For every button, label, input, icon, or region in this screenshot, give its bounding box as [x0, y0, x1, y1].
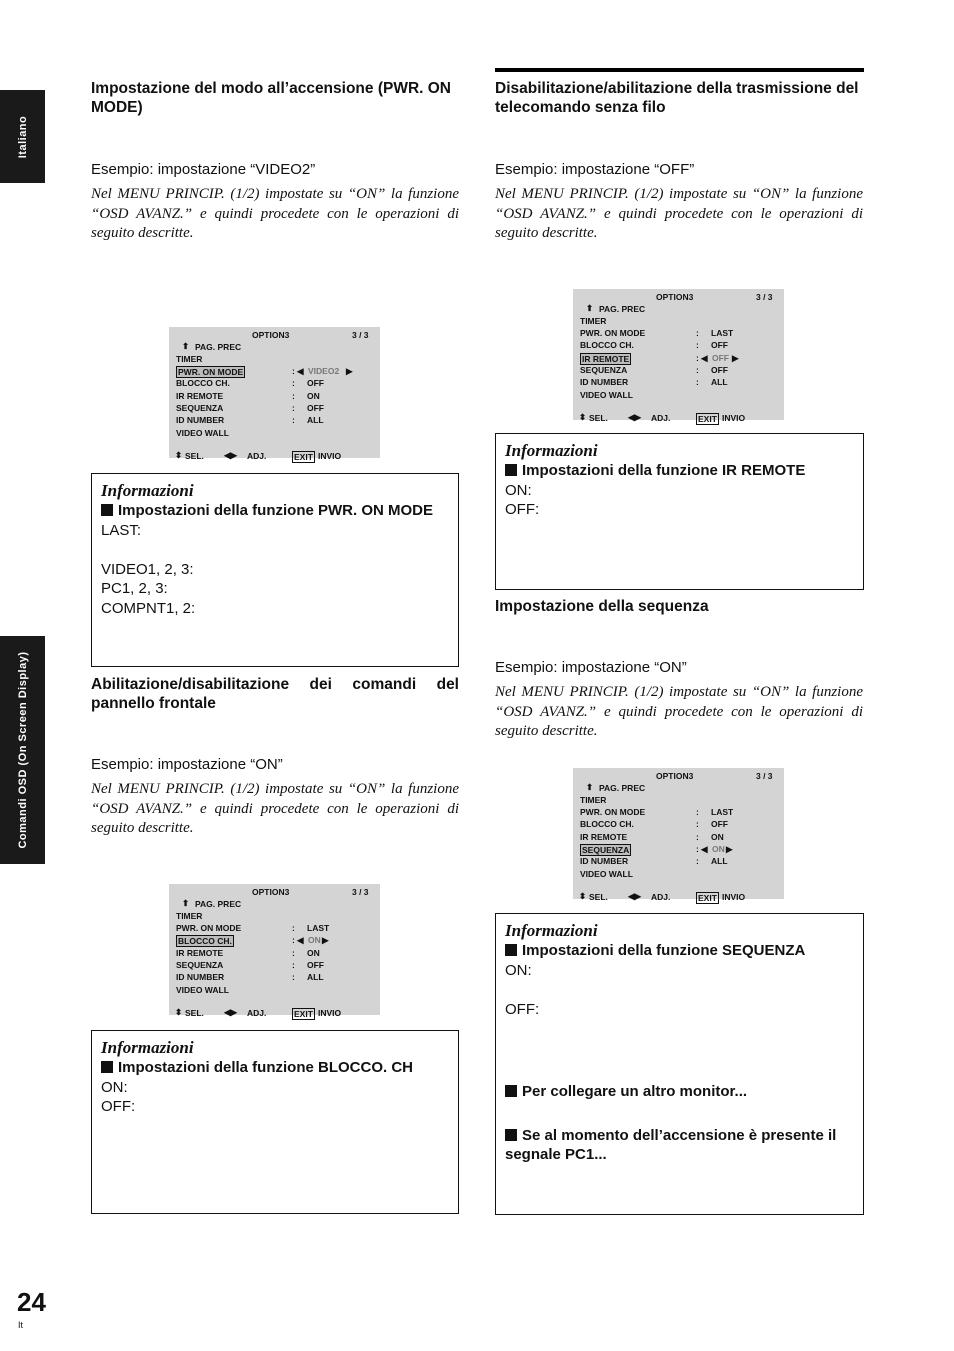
page-language: It: [18, 1320, 24, 1330]
osd-row-colon: :: [696, 807, 699, 817]
info-line: VIDEO1, 2, 3:: [101, 560, 194, 578]
osd-row-label: BLOCCO CH.: [580, 819, 634, 830]
info-line: PC1, 2, 3:: [101, 580, 168, 597]
square-bullet-icon: [101, 1061, 113, 1073]
osd-row-colon: :: [696, 843, 699, 854]
osd-sel: SEL.: [589, 413, 608, 423]
osd-row-label: BLOCCO CH.: [580, 340, 634, 351]
osd-row-colon: :: [292, 947, 295, 958]
osd-row-value: ON: [307, 947, 320, 958]
right-arrow-icon: ▶: [346, 366, 353, 376]
osd-timer: TIMER: [176, 911, 203, 921]
osd-row-value: OFF: [307, 959, 324, 970]
square-bullet-icon: [505, 1085, 517, 1097]
osd-row-value: ALL: [307, 415, 324, 426]
osd-row-colon: :: [292, 402, 295, 413]
info-line: OFF:: [101, 1098, 136, 1115]
osd-row-colon: :: [696, 352, 699, 363]
info-line: ON:: [505, 481, 532, 499]
osd-row-label: PWR. ON MODE: [580, 807, 646, 817]
osd-row-value: OFF: [711, 340, 728, 351]
osd-row-label: ID NUMBER: [580, 856, 629, 867]
osd-row-label: BLOCCO CH.: [176, 378, 230, 389]
square-bullet-icon: [505, 944, 517, 956]
osd-exit: EXIT: [294, 452, 313, 462]
up-down-arrow-icon: ⬍: [579, 412, 587, 422]
osd-row-value: ALL: [711, 377, 728, 388]
osd-row-value: OFF: [712, 352, 729, 363]
page-number: 24: [17, 1287, 46, 1317]
left-right-arrow-icon: ◀▶: [628, 891, 642, 901]
osd-menu-blocco-ch: [169, 884, 380, 1019]
osd-row-value: LAST: [307, 923, 330, 933]
square-bullet-icon: [101, 504, 113, 516]
side-tab-section: [0, 636, 45, 864]
osd-row-label: SEQUENZA: [580, 364, 628, 375]
osd-row-label: IR REMOTE: [176, 390, 224, 401]
osd-row-colon: :: [696, 364, 699, 375]
osd-row-value: LAST: [711, 807, 734, 817]
osd-row-colon: :: [292, 415, 295, 426]
up-down-arrow-icon: ⬍: [175, 450, 183, 460]
left-arrow-icon: ◀: [297, 366, 304, 376]
osd-invio: INVIO: [722, 892, 746, 902]
osd-row-label: ID NUMBER: [176, 415, 225, 426]
info-spacer: [505, 1058, 854, 1082]
osd-timer: TIMER: [176, 354, 203, 364]
info-heading: Impostazioni della funzione PWR. ON MODE: [101, 501, 449, 521]
osd-timer: TIMER: [580, 316, 607, 326]
osd-invio: INVIO: [722, 413, 746, 423]
osd-row-label: SEQUENZA: [176, 959, 224, 970]
example-off: Esempio: impostazione “OFF”: [495, 161, 695, 178]
instruction-text-4: Nel MENU PRINCIP. (1/2) impostate su “ON” la funzione “OSD AVANZ.” e quindi procedete con le operazioni di seguito descritte.: [495, 684, 863, 739]
instruction-text-2: Nel MENU PRINCIP. (1/2) impostate su “ON” la funzione “OSD AVANZ.” e quindi procedete con le operazioni di seguito descritte.: [91, 781, 459, 836]
osd-title: OPTION3: [656, 292, 694, 302]
info-line: OFF:: [505, 501, 540, 518]
osd-row-value: OFF: [711, 364, 728, 375]
osd-row-colon: :: [696, 819, 699, 830]
info-heading: Se al momento dell’accensione è presente il segnale PC1...: [505, 1126, 837, 1163]
info-heading: Impostazioni della funzione BLOCCO. CH: [101, 1058, 449, 1078]
osd-row-label: ID NUMBER: [176, 972, 225, 983]
osd-title: OPTION3: [656, 771, 694, 781]
side-tab-language: [0, 90, 45, 183]
left-right-arrow-icon: ◀▶: [224, 450, 238, 460]
up-arrow-icon: ⬆: [182, 341, 190, 351]
osd-row-value: ALL: [711, 856, 728, 867]
osd-prev-page: PAG. PREC: [195, 899, 242, 909]
left-arrow-icon: ◀: [701, 843, 708, 854]
osd-row-label: VIDEO WALL: [580, 389, 633, 400]
left-right-arrow-icon: ◀▶: [628, 412, 642, 422]
osd-row-colon: :: [292, 390, 295, 401]
osd-row-value: LAST: [711, 328, 734, 338]
osd-row-label: SEQUENZA: [176, 402, 224, 413]
osd-title: OPTION3: [252, 330, 290, 340]
osd-row-label: IR REMOTE: [582, 353, 630, 364]
info-line: LAST:: [101, 521, 142, 539]
osd-row-value: ON: [308, 935, 321, 946]
info-line: ON:: [101, 1078, 128, 1096]
osd-row-colon: :: [292, 935, 295, 946]
info-heading: Per collegare un altro monitor...: [505, 1082, 854, 1102]
up-down-arrow-icon: ⬍: [175, 1007, 183, 1017]
osd-menu-ir-remote: [573, 289, 784, 424]
osd-adj: ADJ.: [247, 451, 267, 461]
osd-row-value: ON: [712, 843, 725, 854]
left-arrow-icon: ◀: [297, 935, 304, 946]
info-box-pwr-on-mode: [91, 473, 459, 667]
osd-row-label: IR REMOTE: [176, 947, 224, 958]
info-box-blocco-ch: [91, 1030, 459, 1214]
osd-row-label: PWR. ON MODE: [178, 367, 244, 377]
info-spacer: [505, 1039, 854, 1059]
info-line: COMPNT1, 2:: [101, 599, 196, 617]
osd-row-label: IR REMOTE: [580, 831, 628, 842]
heading-pwr-on-mode: Impostazione del modo all’accensione (PWR. ON MODE): [91, 80, 452, 116]
osd-title: OPTION3: [252, 887, 290, 897]
osd-row-colon: :: [292, 378, 295, 389]
heading-sequenza: Impostazione della sequenza: [495, 598, 709, 615]
side-tab-language-label: Italiano: [16, 115, 29, 158]
osd-row-colon: :: [292, 959, 295, 970]
osd-exit: EXIT: [294, 1009, 313, 1019]
osd-prev-page: PAG. PREC: [195, 342, 242, 352]
osd-row-colon: :: [292, 366, 295, 376]
heading-front-panel: Abilitazione/disabilitazione dei comandi del pannello frontale: [91, 676, 459, 712]
right-arrow-icon: ▶: [732, 352, 739, 363]
osd-row-colon: :: [696, 831, 699, 842]
info-title: Informazioni: [505, 921, 598, 940]
osd-row-value: ON: [307, 390, 320, 401]
right-arrow-icon: ▶: [322, 935, 329, 946]
info-box-ir-remote: [495, 433, 864, 590]
info-spacer: [505, 980, 854, 1000]
osd-row-label: PWR. ON MODE: [580, 328, 646, 338]
square-bullet-icon: [505, 1129, 517, 1141]
info-title: Informazioni: [101, 481, 194, 500]
osd-row-label: VIDEO WALL: [176, 984, 229, 995]
osd-row-value: VIDEO2: [308, 366, 340, 376]
osd-row-colon: :: [696, 856, 699, 867]
osd-page-indicator: 3 / 3: [756, 292, 773, 302]
info-spacer: [101, 540, 449, 560]
osd-row-value: ALL: [307, 972, 324, 983]
osd-row-colon: :: [292, 923, 295, 933]
osd-row-label: BLOCCO CH.: [178, 936, 232, 947]
info-heading: Impostazioni della funzione SEQUENZA: [505, 941, 854, 961]
info-title: Informazioni: [505, 441, 598, 460]
osd-page-indicator: 3 / 3: [352, 887, 369, 897]
info-line: OFF:: [505, 1000, 540, 1018]
osd-menu-pwr-on-mode: [169, 327, 380, 462]
osd-page-indicator: 3 / 3: [352, 330, 369, 340]
top-rule: [495, 68, 864, 72]
osd-prev-page: PAG. PREC: [599, 783, 646, 793]
right-arrow-icon: ▶: [726, 843, 733, 854]
info-box-sequenza: [495, 913, 864, 1215]
osd-sel: SEL.: [589, 892, 608, 902]
osd-adj: ADJ.: [651, 892, 671, 902]
osd-sel: SEL.: [185, 1008, 204, 1018]
osd-menu-sequenza: [573, 768, 784, 903]
osd-row-colon: :: [696, 340, 699, 351]
osd-timer: TIMER: [580, 795, 607, 805]
osd-adj: ADJ.: [651, 413, 671, 423]
left-right-arrow-icon: ◀▶: [224, 1007, 238, 1017]
osd-row-label: VIDEO WALL: [580, 868, 633, 879]
osd-sel: SEL.: [185, 451, 204, 461]
osd-row-value: OFF: [307, 402, 324, 413]
heading-ir-remote: Disabilitazione/abilitazione della trasmissione del telecomando senza filo: [495, 80, 859, 116]
osd-row-label: PWR. ON MODE: [176, 923, 242, 933]
side-tab-section-label: Comandi OSD (On Screen Display): [16, 651, 29, 849]
osd-adj: ADJ.: [247, 1008, 267, 1018]
left-arrow-icon: ◀: [701, 352, 708, 363]
square-bullet-icon: [505, 464, 517, 476]
example-on-right: Esempio: impostazione “ON”: [495, 659, 687, 676]
up-down-arrow-icon: ⬍: [579, 891, 587, 901]
osd-invio: INVIO: [318, 451, 342, 461]
osd-row-label: VIDEO WALL: [176, 427, 229, 438]
info-title: Informazioni: [101, 1038, 194, 1057]
osd-prev-page: PAG. PREC: [599, 304, 646, 314]
up-arrow-icon: ⬆: [182, 898, 190, 908]
up-arrow-icon: ⬆: [586, 303, 594, 313]
example-video2: Esempio: impostazione “VIDEO2”: [91, 161, 316, 178]
osd-row-value: ON: [711, 831, 724, 842]
osd-row-label: SEQUENZA: [582, 844, 630, 855]
osd-row-colon: :: [696, 328, 699, 338]
osd-row-label: ID NUMBER: [580, 377, 629, 388]
example-on-left: Esempio: impostazione “ON”: [91, 756, 283, 773]
info-spacer: [505, 1019, 854, 1039]
osd-row-value: OFF: [307, 378, 324, 389]
info-spacer: [505, 1102, 854, 1126]
osd-row-colon: :: [696, 377, 699, 388]
osd-exit: EXIT: [698, 893, 717, 903]
osd-row-colon: :: [292, 972, 295, 983]
info-heading: Impostazioni della funzione IR REMOTE: [505, 461, 854, 481]
info-line: ON:: [505, 961, 532, 979]
osd-row-value: OFF: [711, 819, 728, 830]
up-arrow-icon: ⬆: [586, 782, 594, 792]
osd-invio: INVIO: [318, 1008, 342, 1018]
instruction-text-3: Nel MENU PRINCIP. (1/2) impostate su “ON” la funzione “OSD AVANZ.” e quindi procedete con le operazioni di seguito descritte.: [495, 186, 863, 241]
osd-page-indicator: 3 / 3: [756, 771, 773, 781]
instruction-text-1: Nel MENU PRINCIP. (1/2) impostate su “ON” la funzione “OSD AVANZ.” e quindi procedete con le operazioni di seguito descritte.: [91, 186, 459, 241]
osd-exit: EXIT: [698, 414, 717, 424]
